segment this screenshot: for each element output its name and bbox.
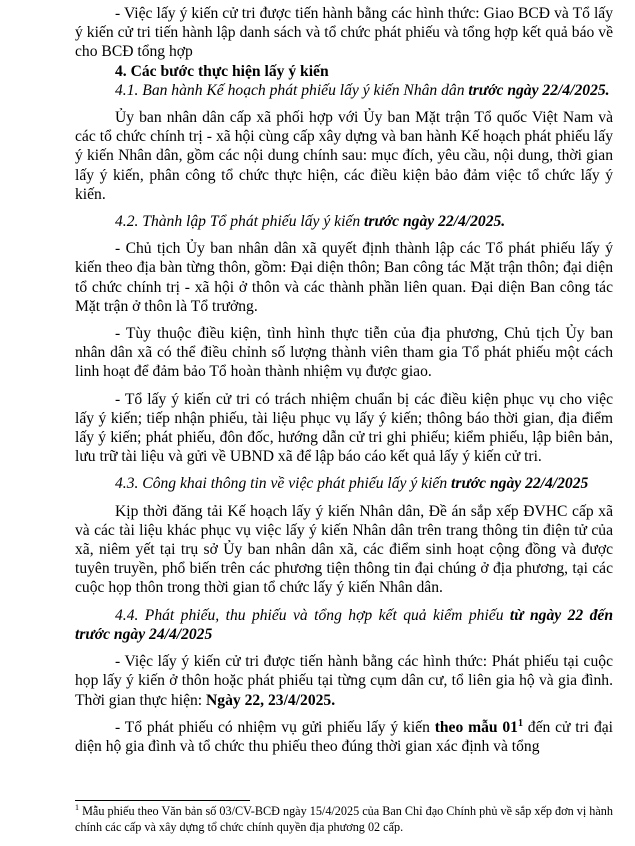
- footnote: [75, 804, 613, 835]
- paragraph-survey-methods: - Việc lấy ý kiến cử tri được tiến hành bằng các hình thức: Phát phiếu tại cuộc họp lấy ý kiến ở thôn hoặc phát phiếu tại từng cụm dân cư, tổ liên gia hộ và gia đình. Thời gian thực hiện: Ngày 22, 23/4/2025.: [75, 653, 613, 709]
- footnote-text: Mẫu phiếu theo Văn bản số 03/CV-BCĐ ngày 15/4/2025 của Ban Chỉ đạo Chính phủ về sắp xếp đơn vị hành chính các cấp và xây dựng tổ chức chính quyền địa phương 02 cấp.: [75, 804, 613, 834]
- paragraph-survey-forms: - Việc lấy ý kiến cử tri được tiến hành bằng các hình thức: Giao BCĐ và Tổ lấy ý kiến cử tri tiến hành lập danh sách và tổ chức phát phiếu và tổng hợp kết quả báo về cho BCĐ tổng hợp: [75, 5, 613, 61]
- paragraph-plan: Ủy ban nhân dân cấp xã phối hợp với Ủy ban Mặt trận Tổ quốc Việt Nam và các tổ chức chính trị - xã hội cùng cấp xây dựng và ban hành Kế hoạch phát phiếu lấy ý kiến Nhân dân, gồm các nội dung chính sau: mục đích, yêu cầu, nội dung, thời gian lấy ý kiến, phân công tổ chức thực hiện, các điều kiện bảo đảm việc tổ chức lấy ý kiến.: [75, 109, 613, 203]
- subheading-4-2: 4.2. Thành lập Tổ phát phiếu lấy ý kiến trước ngày 22/4/2025.: [115, 213, 506, 231]
- footnote-separator: [75, 800, 250, 801]
- footnote-reference[interactable]: 1: [517, 717, 523, 729]
- paragraph-adjust-members: - Tùy thuộc điều kiện, tình hình thực tiễn của địa phương, Chủ tịch Ủy ban nhân dân xã có thể điều chỉnh số lượng thành viên tham gia Tổ phát phiếu một cách linh hoạt để đảm bảo Tổ hoàn thành nhiệm vụ được giao.: [75, 325, 613, 381]
- footnote-mark: 1: [75, 802, 79, 812]
- paragraph-establish-team: - Chủ tịch Ủy ban nhân dân xã quyết định thành lập các Tổ phát phiếu lấy ý kiến theo địa bàn từng thôn, gồm: Đại diện thôn; Ban công tác Mặt trận thôn; đại diện tổ chức chính trị - xã hội ở thôn và các thành phần liên quan. Đại diện Ban công tác Mặt trận ở thôn là Tổ trưởng.: [75, 240, 613, 315]
- paragraph-team-duties: - Tổ lấy ý kiến cử tri có trách nhiệm chuẩn bị các điều kiện phục vụ cho việc lấy ý kiến; tiếp nhận phiếu, tài liệu phục vụ lấy ý kiến; thông báo thời gian, địa điểm lấy ý kiến; phát phiếu, đôn đốc, hướng dẫn cử tri ghi phiếu; kiểm phiếu, lập biên bản, lưu trữ tài liệu và gửi về UBND xã để lập báo cáo kết quả lấy ý kiến cử tri.: [75, 390, 613, 466]
- paragraph-distribution: - Tổ phát phiếu có nhiệm vụ gửi phiếu lấy ý kiến theo mẫu $01^1$ đến cử tri đại diện hộ gia đình và tổ chức thu phiếu theo đúng thời gian xác định và tổng: [75, 717, 613, 755]
- subheading-4-1: 4.1. Ban hành Kế hoạch phát phiếu lấy ý kiến Nhân dân trước ngày 22/4/2025.: [115, 81, 610, 99]
- subheading-4-4: 4.4. Phát phiếu, thu phiếu và tổng hợp kết quả kiểm phiếu từ ngày 22 đến trước ngày 24/4/2025: [75, 606, 613, 643]
- subheading-4-3: 4.3. Công khai thông tin về việc phát phiếu lấy ý kiến trước ngày 22/4/2025: [115, 475, 589, 493]
- heading-section-4: 4. Các bước thực hiện lấy ý kiến: [115, 62, 329, 80]
- paragraph-publicity: Kịp thời đăng tải Kế hoạch lấy ý kiến Nhân dân, Đề án sắp xếp ĐVHC cấp xã và các tài liệu khác phục vụ việc lấy ý kiến Nhân dân trên trang thông tin điện tử của xã, niêm yết tại trụ sở Ủy ban nhân dân xã, các điểm sinh hoạt cộng đồng và được tuyên truyền, phổ biến trên các phương tiện thông tin đại chúng ở địa phương, tại các cuộc họp thôn trong thời gian tổ chức lấy ý kiến Nhân dân.: [75, 502, 613, 597]
